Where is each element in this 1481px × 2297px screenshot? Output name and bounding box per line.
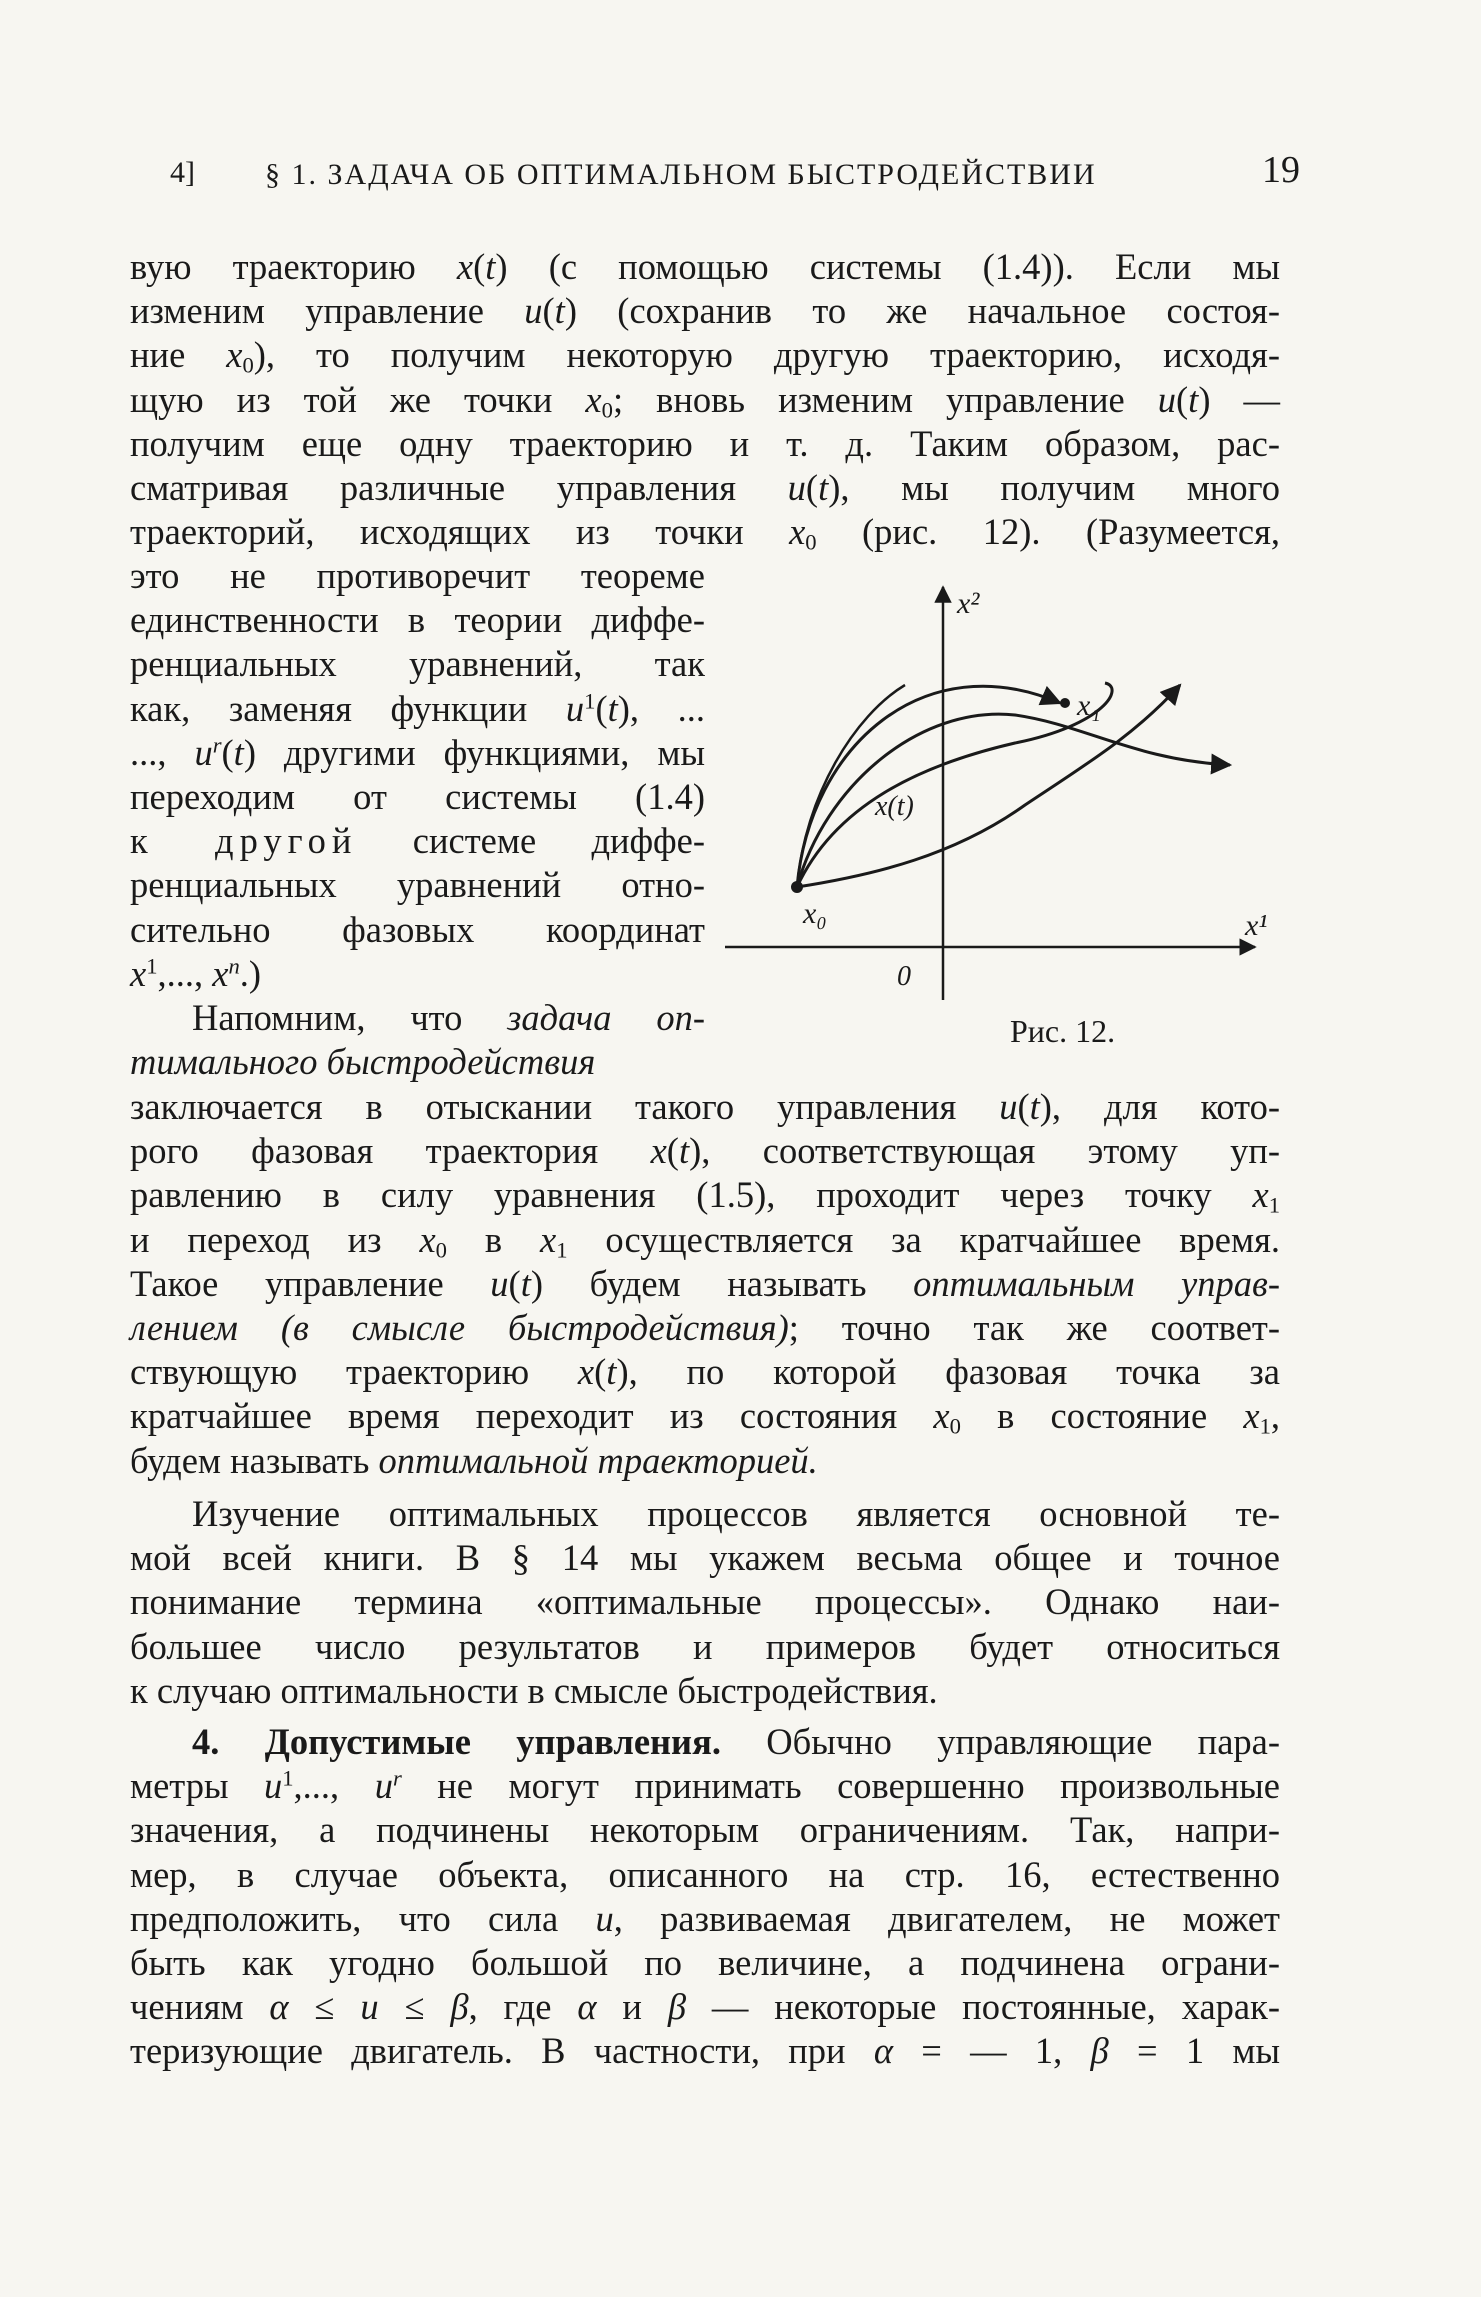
label-x0: x₀: [803, 897, 827, 930]
paragraph-1-continued: это не противоречит теореме единственности в теории диффе- ренциальных уравнений, так как, заменяя функции $u^1(t)$, ... ..., $u^r(t)$ другими функциями, мы переходим от системы (1.4) к другой системе диффе- ренциальных уравнений отно- сительно фазовых координат $x^1$,..., $x^n$.): [130, 555, 706, 994]
label-x1-axis: x¹: [1245, 909, 1268, 942]
header-title: § 1. ЗАДАЧА ОБ ОПТИМАЛЬНОМ БЫСТРОДЕЙСТВИИ: [265, 158, 1097, 191]
header-section-ref: 4]: [170, 156, 195, 189]
label-xt: x(t): [875, 791, 914, 822]
figure-12: [725, 575, 1300, 1049]
point-x1: [1060, 698, 1070, 708]
trajectory-3: [797, 683, 1112, 887]
running-header: [170, 148, 1300, 208]
figure-caption: Рис. 12.: [1010, 1013, 1116, 1049]
paragraph-2: заключается в отыскании такого управления u(t), для кото- рого фазовая траектория x(t), соответствующая этому уп- равлению в силу уравнения (1.5), проходит через точку $x_1$ и переход из $x_0$ в $x_1$ осуществляется за кратчайшее время. Такое управление u(t) будем называть оптимальным управ- лением (в смысле быстродействия); точно так же соответ- ствующую траекторию x(t), по которой фазовая точка за кратчайшее время переходит из состояния $x_0$ в состояние $x_1$, будем называть оптимальной траекторией.: [130, 1086, 1281, 1481]
paragraph-3: Изучение оптимальных процессов является основной те- мой всей книги. В § 14 мы укажем весьма общее и точное понимание термина «оптимальные процессы». Однако наи- большее число результатов и примеров будет относиться к случаю оптимальности в смысле быстродействия.: [130, 1493, 1280, 1711]
paragraph-2-start: Напомним, что задача оп- тимального быстродействия: [130, 997, 705, 1083]
label-x1-point: x₁: [1077, 689, 1101, 722]
label-x2: x²: [957, 587, 980, 620]
paragraph-4: 4. Допустимые управления. Обычно управляющие пара- метры $u^1$,..., $u^r$ не могут принимать совершенно произвольные значения, а подчинены некоторым ограничениям. Так, напри- мер, в случае объекта, описанного на стр. 16, естественно предположить, что сила u, развиваемая двигателем, не может быть как угодно большой по величине, а подчинена ограни- чениям α ≤ u ≤ β, где α и β — некоторые постоянные, харак- теризующие двигатель. В частности, при α = — 1, β = 1 мы: [130, 1721, 1281, 2072]
page-number: 19: [1262, 149, 1300, 191]
paragraph-1: вую траекторию x(t) (с помощью системы (1.4)). Если мы изменим управление u(t) (сохранив то же начальное состоя- ние $x_0$), то получим некоторую другую траекторию, исходя- щую из той же точки $x_0$; вновь изменим управление u(t) — получим еще одну траекторию и т. д. Таким образом, рас- сматривая различные управления u(t), мы получим много траекторий, исходящих из точки $x_0$ (рис. 12). (Разумеется,: [130, 246, 1281, 555]
label-origin: 0: [897, 961, 911, 992]
phase-trajectories-diagram: [725, 575, 1300, 1045]
point-x0: [791, 881, 803, 893]
